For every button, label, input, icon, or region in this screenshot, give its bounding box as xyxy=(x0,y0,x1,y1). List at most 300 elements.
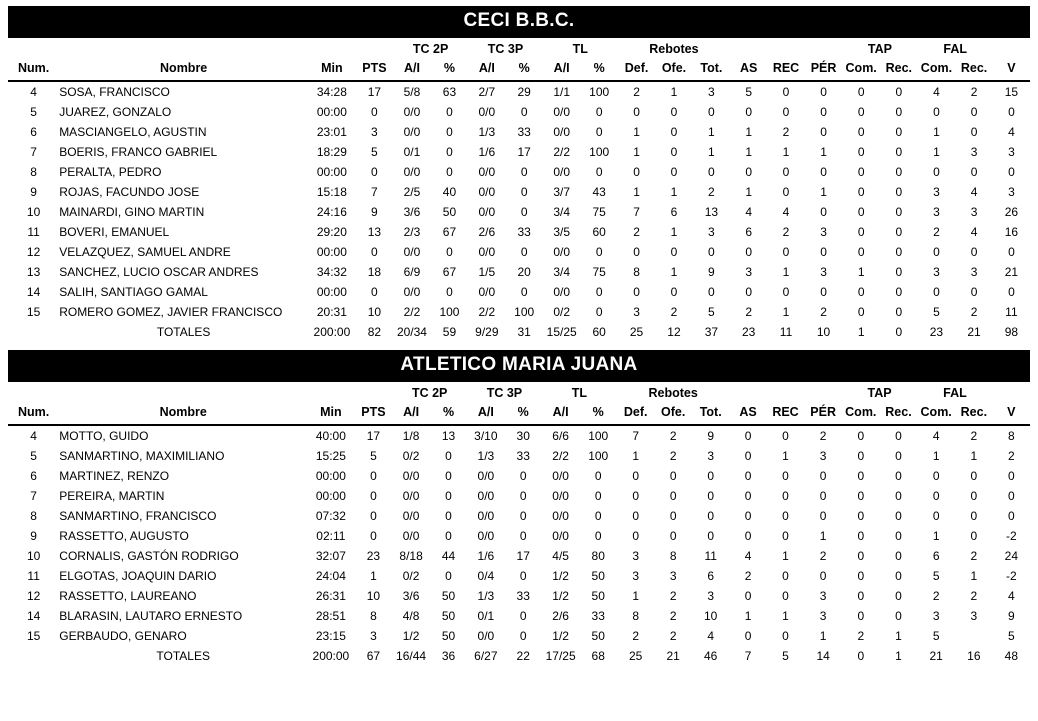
stat-cell: 34:28 xyxy=(316,84,347,99)
stat-cell: 0 xyxy=(932,508,940,523)
stat-cell: 0 xyxy=(970,124,978,139)
col-pts: PTS xyxy=(355,403,393,425)
totals-cell: 36 xyxy=(441,648,456,663)
stat-cell: 3 xyxy=(933,264,940,279)
stat-cell: 0 xyxy=(445,528,452,543)
stat-cell: 20:31 xyxy=(316,304,347,319)
stat-cell: 24 xyxy=(1004,548,1018,563)
stat-cell: 50 xyxy=(591,568,605,583)
player-number: 14 xyxy=(26,608,41,623)
table-row[interactable] xyxy=(8,526,1030,546)
stat-cell: 0 xyxy=(895,244,903,259)
table-row[interactable] xyxy=(8,222,1030,242)
stat-cell: 2 xyxy=(970,304,978,319)
stat-cell: 30 xyxy=(516,428,530,443)
stat-cell: 100 xyxy=(514,304,535,319)
stat-cell: 6/9 xyxy=(403,264,421,279)
stat-cell: 0 xyxy=(446,124,453,139)
stat-cell: 0 xyxy=(744,468,752,483)
stat-cell: 0/0 xyxy=(553,244,571,259)
stat-cell: 3/5 xyxy=(553,224,571,239)
col-tap-com: Com. xyxy=(842,403,880,425)
stat-cell: 4 xyxy=(933,84,940,99)
table-row[interactable] xyxy=(8,566,1030,586)
player-number: 15 xyxy=(26,304,41,319)
stat-cell: 0 xyxy=(782,568,789,583)
player-number: 13 xyxy=(26,264,41,279)
stat-cell: 0 xyxy=(857,144,865,159)
stat-cell: 5 xyxy=(370,448,377,463)
totals-cell: 23 xyxy=(929,324,944,339)
stat-cell: 60 xyxy=(592,224,606,239)
col-fal-com: Com. xyxy=(918,59,956,81)
stat-cell: 1 xyxy=(670,84,678,99)
stat-cell: 0 xyxy=(895,284,903,299)
totals-cell: 48 xyxy=(1004,648,1018,663)
stat-cell: 0 xyxy=(782,468,789,483)
player-name: PEREIRA, MARTIN xyxy=(59,488,165,503)
group-fal: FAL xyxy=(943,386,967,401)
stat-cell: 8 xyxy=(669,548,677,563)
stat-cell: 15:18 xyxy=(316,184,347,199)
player-name: VELAZQUEZ, SAMUEL ANDRE xyxy=(59,244,231,259)
col-rec: REC xyxy=(767,403,805,425)
stat-cell: 00:00 xyxy=(316,244,347,259)
stat-cell: 1 xyxy=(708,124,715,139)
group-blank-rec xyxy=(767,382,805,403)
table-row[interactable] xyxy=(8,606,1030,626)
totals-row xyxy=(8,322,1030,342)
totals-cell: 31 xyxy=(517,324,531,339)
stat-cell: 0 xyxy=(857,448,865,463)
stat-cell: 1/8 xyxy=(402,428,420,443)
totals-cell: 200:00 xyxy=(313,324,351,339)
stat-cell: 1/6 xyxy=(477,548,495,563)
stat-cell: 0 xyxy=(1007,488,1015,503)
col-tl-ai: A/I xyxy=(542,403,580,425)
col-as: AS xyxy=(729,403,766,425)
stat-cell: 0 xyxy=(819,508,827,523)
stat-cell: 0 xyxy=(782,184,790,199)
player-number: 15 xyxy=(26,628,41,643)
stat-cell: 0/0 xyxy=(552,488,569,503)
col-per: PÉR xyxy=(804,403,842,425)
stat-cell: 8/18 xyxy=(399,548,423,563)
stat-cell: 0 xyxy=(895,144,903,159)
totals-cell: 16 xyxy=(967,648,981,663)
stat-cell: 0 xyxy=(970,488,978,503)
stat-cell: 2 xyxy=(970,588,978,603)
col-tl-ai: A/I xyxy=(543,59,581,81)
stat-cell: 0 xyxy=(446,144,453,159)
stat-cell: 3/4 xyxy=(553,204,571,219)
stat-cell: 3 xyxy=(933,184,940,199)
stat-cell: 0/0 xyxy=(402,468,420,483)
stat-cell: 80 xyxy=(591,548,605,563)
totals-cell: 67 xyxy=(366,648,381,663)
stat-cell: 0 xyxy=(633,104,640,119)
stat-cell: 50 xyxy=(442,204,457,219)
stat-cell: 16 xyxy=(1004,224,1019,239)
stat-cell: 100 xyxy=(588,428,609,443)
stat-cell: 5/8 xyxy=(403,84,421,99)
table-row[interactable] xyxy=(8,242,1030,262)
stat-cell: 5 xyxy=(932,568,940,583)
group-blank-min xyxy=(307,382,355,403)
stat-cell: 0/0 xyxy=(477,508,495,523)
stat-cell: 33 xyxy=(591,608,605,623)
col-3p-ai: A/I xyxy=(467,403,505,425)
stat-cell: 2 xyxy=(633,84,640,99)
player-number: 14 xyxy=(26,284,41,299)
stat-cell: 100 xyxy=(588,448,609,463)
stat-cell: 2/2 xyxy=(478,304,496,319)
stat-cell: 0 xyxy=(446,104,453,119)
table-row[interactable] xyxy=(8,182,1030,202)
table-row[interactable] xyxy=(8,142,1030,162)
stat-cell: 2 xyxy=(669,428,677,443)
stat-cell: 0 xyxy=(895,304,903,319)
stat-cell: 0 xyxy=(670,104,678,119)
stat-cell: 50 xyxy=(591,588,605,603)
stat-cell: 4 xyxy=(782,204,790,219)
col-v: V xyxy=(993,403,1030,425)
table-row[interactable] xyxy=(8,586,1030,606)
stat-cell: 0 xyxy=(895,468,902,483)
stat-cell: 0 xyxy=(782,508,789,523)
stat-cell: 0/0 xyxy=(477,528,495,543)
stat-cell: 3 xyxy=(819,608,827,623)
group-blank-per xyxy=(804,382,842,403)
stat-cell: 11 xyxy=(1005,304,1018,319)
stat-cell: 3 xyxy=(820,264,827,279)
stat-cell: 0 xyxy=(933,284,940,299)
stat-cell: 00:00 xyxy=(315,468,346,483)
stat-cell: 17 xyxy=(366,428,381,443)
stat-cell: 0 xyxy=(445,568,452,583)
player-number: 5 xyxy=(30,104,37,119)
stat-cell: 0 xyxy=(782,244,790,259)
table-row[interactable] xyxy=(8,506,1030,526)
table-row[interactable] xyxy=(8,202,1030,222)
stat-cell: 0 xyxy=(782,84,790,99)
stat-cell: 17 xyxy=(367,84,382,99)
stat-cell: 0/0 xyxy=(478,244,496,259)
stat-cell: 43 xyxy=(592,184,606,199)
stat-cell: 1 xyxy=(782,264,790,279)
table-row[interactable] xyxy=(8,486,1030,506)
table-body-1 xyxy=(8,81,1030,342)
col-fal-rec: Rec. xyxy=(955,59,993,81)
table-row[interactable] xyxy=(8,626,1030,646)
stat-cell: 0 xyxy=(670,164,678,179)
stat-cell: 23 xyxy=(366,548,381,563)
stat-cell: 1 xyxy=(820,144,827,159)
totals-cell: 22 xyxy=(516,648,530,663)
stat-cell: 0 xyxy=(970,244,978,259)
stat-cell: 2 xyxy=(970,428,978,443)
stat-cell: 1 xyxy=(744,608,752,623)
stat-cell: 1 xyxy=(932,448,940,463)
player-name: MAINARDI, GINO MARTIN xyxy=(59,204,205,219)
teams-divider xyxy=(8,342,1030,350)
stat-cell: 0 xyxy=(708,164,715,179)
stat-cell: 0 xyxy=(520,204,528,219)
totals-label: TOTALES xyxy=(156,648,210,663)
stat-cell: 0 xyxy=(371,244,378,259)
stat-cell: 75 xyxy=(592,264,606,279)
stat-cell: 3/4 xyxy=(553,264,571,279)
totals-cell: 15/25 xyxy=(546,324,577,339)
stat-cell: 0 xyxy=(970,528,978,543)
totals-cell: 14 xyxy=(816,648,830,663)
stat-cell: 2 xyxy=(819,428,827,443)
totals-cell: 20/34 xyxy=(396,324,427,339)
stat-cell: 0/0 xyxy=(553,284,571,299)
stat-cell: 15 xyxy=(1004,84,1019,99)
stat-cell: 8 xyxy=(632,608,639,623)
stat-cell: 0 xyxy=(594,468,602,483)
col-v: V xyxy=(993,59,1030,81)
table-row[interactable] xyxy=(8,122,1030,142)
stat-cell: 0 xyxy=(933,164,940,179)
stat-cell: 1 xyxy=(933,124,940,139)
player-name: MOTTO, GUIDO xyxy=(59,428,149,443)
player-name: JUAREZ, GONZALO xyxy=(59,104,172,119)
stat-cell: 00:00 xyxy=(316,164,347,179)
stat-cell: 0 xyxy=(895,508,902,523)
stat-cell: 0/0 xyxy=(553,164,571,179)
player-name: SANMARTINO, FRANCISCO xyxy=(59,508,217,523)
stat-cell: 3/10 xyxy=(474,428,498,443)
totals-cell: 0 xyxy=(895,324,903,339)
stat-cell: 1/5 xyxy=(478,264,496,279)
stat-cell: 1/3 xyxy=(477,448,495,463)
totals-blank xyxy=(8,322,59,342)
col-num: Num. xyxy=(8,59,59,81)
table-header-2 xyxy=(8,382,1030,425)
totals-cell: 46 xyxy=(704,648,718,663)
group-blank-name xyxy=(59,38,308,59)
stat-cell: 1 xyxy=(632,588,639,603)
stat-cell: 0 xyxy=(519,488,527,503)
totals-cell: 1 xyxy=(895,648,902,663)
stat-cell: 00:00 xyxy=(315,488,346,503)
stat-cell: 40 xyxy=(442,184,457,199)
stat-cell: 0 xyxy=(744,508,752,523)
stat-cell: 0 xyxy=(857,164,865,179)
stat-cell: 0 xyxy=(595,304,603,319)
stat-cell: 0 xyxy=(895,588,902,603)
col-2p-pct: % xyxy=(430,403,467,425)
stat-cell: 2/5 xyxy=(403,184,421,199)
stat-cell: 1 xyxy=(745,144,752,159)
stat-cell: 0 xyxy=(707,468,715,483)
stat-cell: 00:00 xyxy=(316,104,347,119)
stat-cell: 2 xyxy=(669,448,677,463)
totals-cell: 23 xyxy=(741,324,756,339)
col-ofe: Ofe. xyxy=(654,403,692,425)
stat-cell: 1 xyxy=(819,628,827,643)
stat-cell: 2 xyxy=(669,628,677,643)
stat-cell: 0 xyxy=(820,284,827,299)
stat-cell: 0 xyxy=(895,548,902,563)
stat-cell: 0 xyxy=(594,528,602,543)
player-number: 10 xyxy=(26,204,41,219)
stat-cell: 0 xyxy=(820,124,827,139)
totals-cell: 37 xyxy=(704,324,719,339)
group-blank-pts xyxy=(355,382,393,403)
col-tot: Tot. xyxy=(693,59,730,81)
stat-cell: 3 xyxy=(1008,184,1015,199)
stat-cell: 5 xyxy=(932,628,940,643)
stat-cell: 0 xyxy=(895,608,902,623)
stat-cell: 4 xyxy=(745,204,752,219)
stat-cell: 4 xyxy=(1007,588,1015,603)
stat-cell: 10 xyxy=(367,304,382,319)
table-row[interactable] xyxy=(8,282,1030,302)
stat-cell: 0 xyxy=(594,508,602,523)
player-name: SANCHEZ, LUCIO OSCAR ANDRES xyxy=(59,264,259,279)
stat-cell: 0 xyxy=(857,244,865,259)
totals-cell: 25 xyxy=(629,324,644,339)
stat-cell: 2 xyxy=(970,84,978,99)
col-3p-ai: A/I xyxy=(468,59,505,81)
table-row[interactable] xyxy=(8,162,1030,182)
stat-cell: 3 xyxy=(708,84,715,99)
stat-cell: 0 xyxy=(1008,284,1015,299)
team-title: ATLETICO MARIA JUANA xyxy=(8,350,1030,382)
table-row[interactable] xyxy=(8,546,1030,566)
stat-cell: 18:29 xyxy=(316,144,347,159)
stat-cell: 0 xyxy=(895,184,903,199)
stat-cell: 0 xyxy=(782,104,790,119)
stat-cell: 2 xyxy=(632,628,639,643)
player-name: SOSA, FRANCISCO xyxy=(59,84,170,99)
table-row[interactable] xyxy=(8,102,1030,122)
table-row[interactable] xyxy=(8,262,1030,282)
stat-cell: 0 xyxy=(371,284,378,299)
player-number: 7 xyxy=(30,144,37,159)
col-2p-ai: A/I xyxy=(393,59,431,81)
stat-cell: 0 xyxy=(745,284,752,299)
stat-cell: 29:20 xyxy=(316,224,347,239)
stat-cell: 3 xyxy=(632,548,639,563)
stat-cell: 0 xyxy=(632,528,639,543)
stat-cell: 1/2 xyxy=(552,588,569,603)
stat-cell: 0 xyxy=(857,568,865,583)
stat-cell: 1/3 xyxy=(478,124,496,139)
stat-cell: 2 xyxy=(1007,448,1015,463)
totals-cell: 11 xyxy=(779,324,793,339)
player-number: 5 xyxy=(30,448,37,463)
stat-cell: 1 xyxy=(782,304,790,319)
table-row[interactable] xyxy=(8,302,1030,322)
stat-cell: 0 xyxy=(595,164,603,179)
stat-cell: 1 xyxy=(708,144,715,159)
stat-cell: 0/4 xyxy=(477,568,495,583)
stat-cell: 1/2 xyxy=(402,628,420,643)
stat-cell: 0/0 xyxy=(403,164,421,179)
player-number: 7 xyxy=(30,488,37,503)
group-blank-min xyxy=(308,38,356,59)
stat-cell: 0 xyxy=(782,628,789,643)
stat-cell: 1 xyxy=(633,184,640,199)
stat-cell: 0/0 xyxy=(478,284,496,299)
stat-cell: 0 xyxy=(445,488,452,503)
col-2p-pct: % xyxy=(431,59,468,81)
table-row[interactable] xyxy=(8,446,1030,466)
stat-cell: 2 xyxy=(970,548,978,563)
table-row[interactable] xyxy=(8,81,1030,102)
stat-cell: 0 xyxy=(745,104,752,119)
stat-cell: 1/6 xyxy=(478,144,496,159)
stat-cell: 0/0 xyxy=(553,124,571,139)
stat-cell: 0 xyxy=(670,284,678,299)
stat-cell: 4 xyxy=(744,548,752,563)
col-def: Def. xyxy=(618,59,655,81)
table-row[interactable] xyxy=(8,425,1030,446)
stat-cell: 0 xyxy=(520,284,528,299)
totals-cell: 1 xyxy=(857,324,865,339)
totals-cell: 17/25 xyxy=(545,648,576,663)
stat-cell: 0 xyxy=(445,468,452,483)
stat-cell: 23:01 xyxy=(316,124,347,139)
stat-cell: 0 xyxy=(933,104,940,119)
stat-cell: 6 xyxy=(745,224,752,239)
player-name: BLARASIN, LAUTARO ERNESTO xyxy=(59,608,243,623)
stat-cell: 0 xyxy=(519,508,527,523)
player-number: 12 xyxy=(26,588,41,603)
stat-cell: 24:04 xyxy=(315,568,346,583)
stat-cell: 7 xyxy=(633,204,640,219)
stat-cell: 4 xyxy=(707,628,715,643)
stat-cell: 5 xyxy=(745,84,752,99)
group-blank-as xyxy=(729,382,766,403)
stat-cell: 0 xyxy=(633,284,640,299)
col-tl-pct: % xyxy=(580,403,617,425)
stat-cell: 0/1 xyxy=(477,608,495,623)
stat-cell: 4 xyxy=(932,428,940,443)
stat-cell: 0 xyxy=(520,104,528,119)
group-header-row xyxy=(8,38,1030,59)
totals-blank xyxy=(8,646,59,666)
table-row[interactable] xyxy=(8,466,1030,486)
stat-cell: 18 xyxy=(367,264,382,279)
stat-cell: 0 xyxy=(895,84,903,99)
stat-cell: 9 xyxy=(1007,608,1015,623)
stat-cell: 0 xyxy=(708,284,715,299)
stat-cell: 6 xyxy=(932,548,940,563)
stat-cell: 8 xyxy=(633,264,640,279)
stat-cell: 67 xyxy=(442,224,457,239)
stat-cell: 0 xyxy=(744,448,752,463)
stat-cell: 0/0 xyxy=(552,528,569,543)
stat-cell: 0 xyxy=(895,264,903,279)
stat-cell: 0 xyxy=(819,488,827,503)
group-tc3p: TC 3P xyxy=(487,42,524,57)
stat-cell: 29 xyxy=(517,84,531,99)
stat-cell: 0 xyxy=(782,284,790,299)
col-rec: REC xyxy=(767,59,805,81)
col-fal-rec: Rec. xyxy=(955,403,993,425)
stat-cell: 1 xyxy=(933,144,940,159)
stat-cell: 4 xyxy=(970,224,978,239)
stat-cell: 3 xyxy=(819,448,827,463)
player-number: 9 xyxy=(30,528,37,543)
stat-cell: 0 xyxy=(708,104,715,119)
stat-cell: 5 xyxy=(371,144,378,159)
